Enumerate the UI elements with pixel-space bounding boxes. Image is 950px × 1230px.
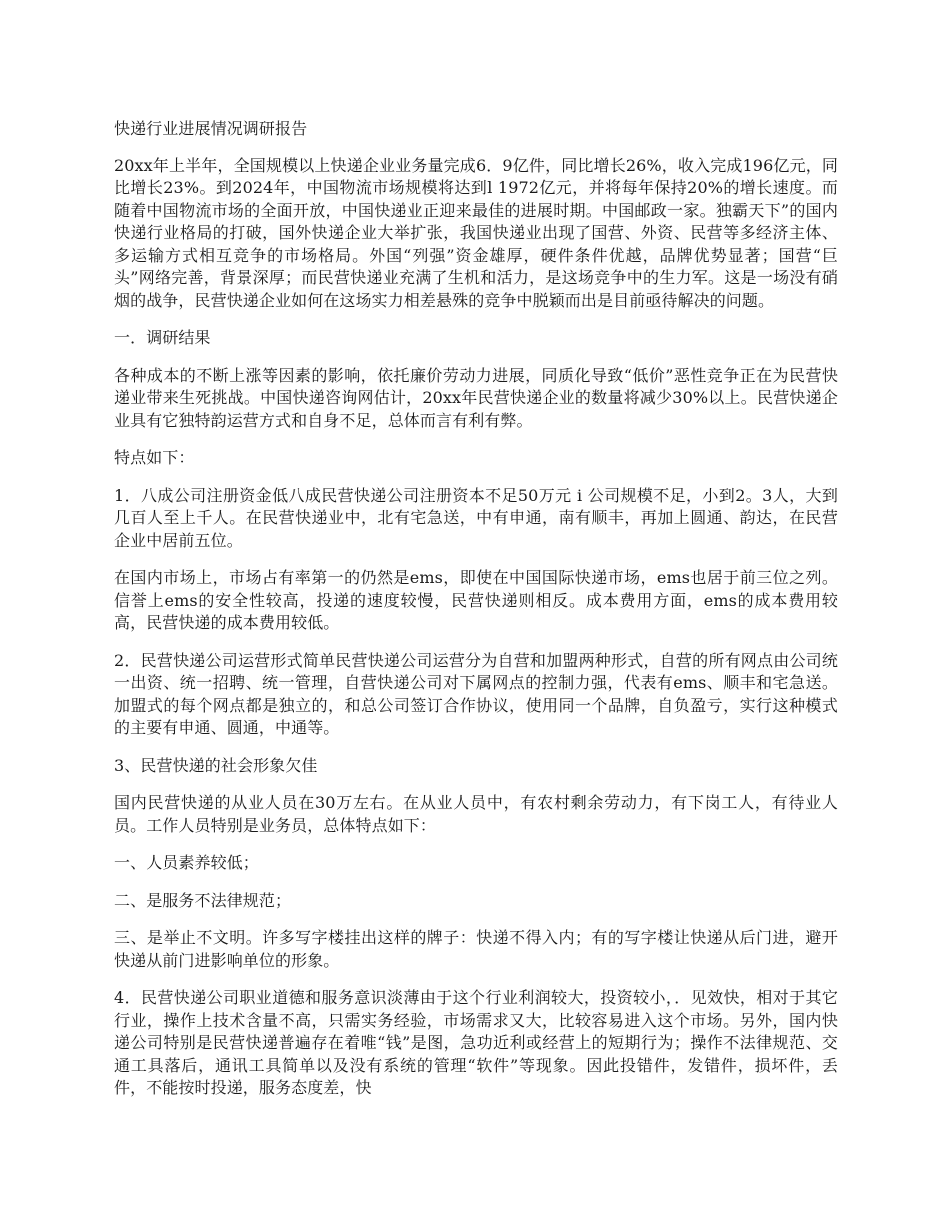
point-4-paragraph: 4．民营快递公司职业道德和服务意识淡薄由于这个行业利润较大，投资较小，．见效快，相对于其它行业，操作上技术含量不高，只需实务经验，市场需求又大，比较容易进入这个市场。另外，国内快递公司特别是民营快递普遍存在着唯“钱”是图，急功近利或经营上的短期行为；操作不法律规范、交通工具落后，通讯工具简单以及没有系统的管理“软件”等现象。因此投错件，发错件，损坏件，丢件，不能按时投递，服务态度差，快 <box>114 988 838 1097</box>
section-heading-results: 一．调研结果 <box>114 328 211 347</box>
features-heading: 特点如下： <box>114 448 195 467</box>
point-3-heading: 3、民营快递的社会形象欠佳 <box>114 755 318 775</box>
staff-paragraph: 国内民营快递的从业人员在30万左右。在从业人员中，有农村剩余劳动力，有下岗工人，有待业人员。工作人员特别是业务员，总体特点如下： <box>114 793 838 835</box>
list-item-3: 三、是举止不文明。许多写字楼挂出这样的牌子：快递不得入内；有的写字楼让快递从后门进，避开快递从前门进影响单位的形象。 <box>114 928 838 970</box>
market-paragraph: 在国内市场上，市场占有率第一的仍然是ems，即使在中国国际快递市场，ems也居于前三位之列。信誉上ems的安全性较高，投递的速度较慢，民营快递则相反。成本费用方面，ems的成本费用较高，民营快递的成本费用较低。 <box>114 568 838 632</box>
document-title: 快递行业进展情况调研报告 <box>114 119 308 138</box>
point-1-paragraph: 1．八成公司注册资金低八成民营快递公司注册资本不足50万元 i 公司规模不足，小到2。3人，大到几百人至上千人。在民营快递业中，北有宅急送，中有申通，南有顺丰，再加上圆通、韵达，在民营企业中居前五位。 <box>114 485 838 550</box>
point-2-paragraph: 2．民营快递公司运营形式简单民营快递公司运营分为自营和加盟两种形式，自营的所有网点由公司统一出资、统一招聘、统一管理，自营快递公司对下属网点的控制力强，代表有ems、顺丰和宅急送。加盟式的每个网点都是独立的，和总公司签订合作协议，使用同一个品牌，自负盈亏，实行这种模式的主要有申通、圆通，中通等。 <box>114 650 838 737</box>
list-item-1: 一、人员素养较低； <box>114 853 259 872</box>
results-paragraph: 各种成本的不断上涨等因素的影响，依托廉价劳动力进展，同质化导致“低价”恶性竞争正在为民营快递业带来生死挑战。中国快递咨询网估计，20xx年民营快递企业的数量将减少30%以上。民营快递企业具有它独特韵运营方式和自身不足，总体而言有利有弊。 <box>114 365 838 430</box>
document-page <box>114 118 838 1115</box>
intro-paragraph: 20xx年上半年，全国规模以上快递企业业务量完成6．9亿件，同比增长26%，收入完成196亿元，同比增长23%。到2024年，中国物流市场规模将达到l 1972亿元，并将每年保持20%的增长速度。而随着中国物流市场的全面开放，中国快递业正迎来最佳的进展时期。中国邮政一家。独霸天下”的国内快递行业格局的打破，国外快递企业大举扩张，我国快递业出现了国营、外资、民营等多经济主体、多运输方式相互竞争的市场格局。外国“列强”资金雄厚，硬件条件优越，品牌优势显著；国营“巨头”网络完善，背景深厚；而民营快递业充满了生机和活力，是这场竞争中的生力军。这是一场没有硝烟的战争，民营快递企业如何在这场实力相差悬殊的竞争中脱颖而出是目前亟待解决的问题。 <box>114 155 838 310</box>
list-item-2: 二、是服务不法律规范； <box>114 890 292 910</box>
